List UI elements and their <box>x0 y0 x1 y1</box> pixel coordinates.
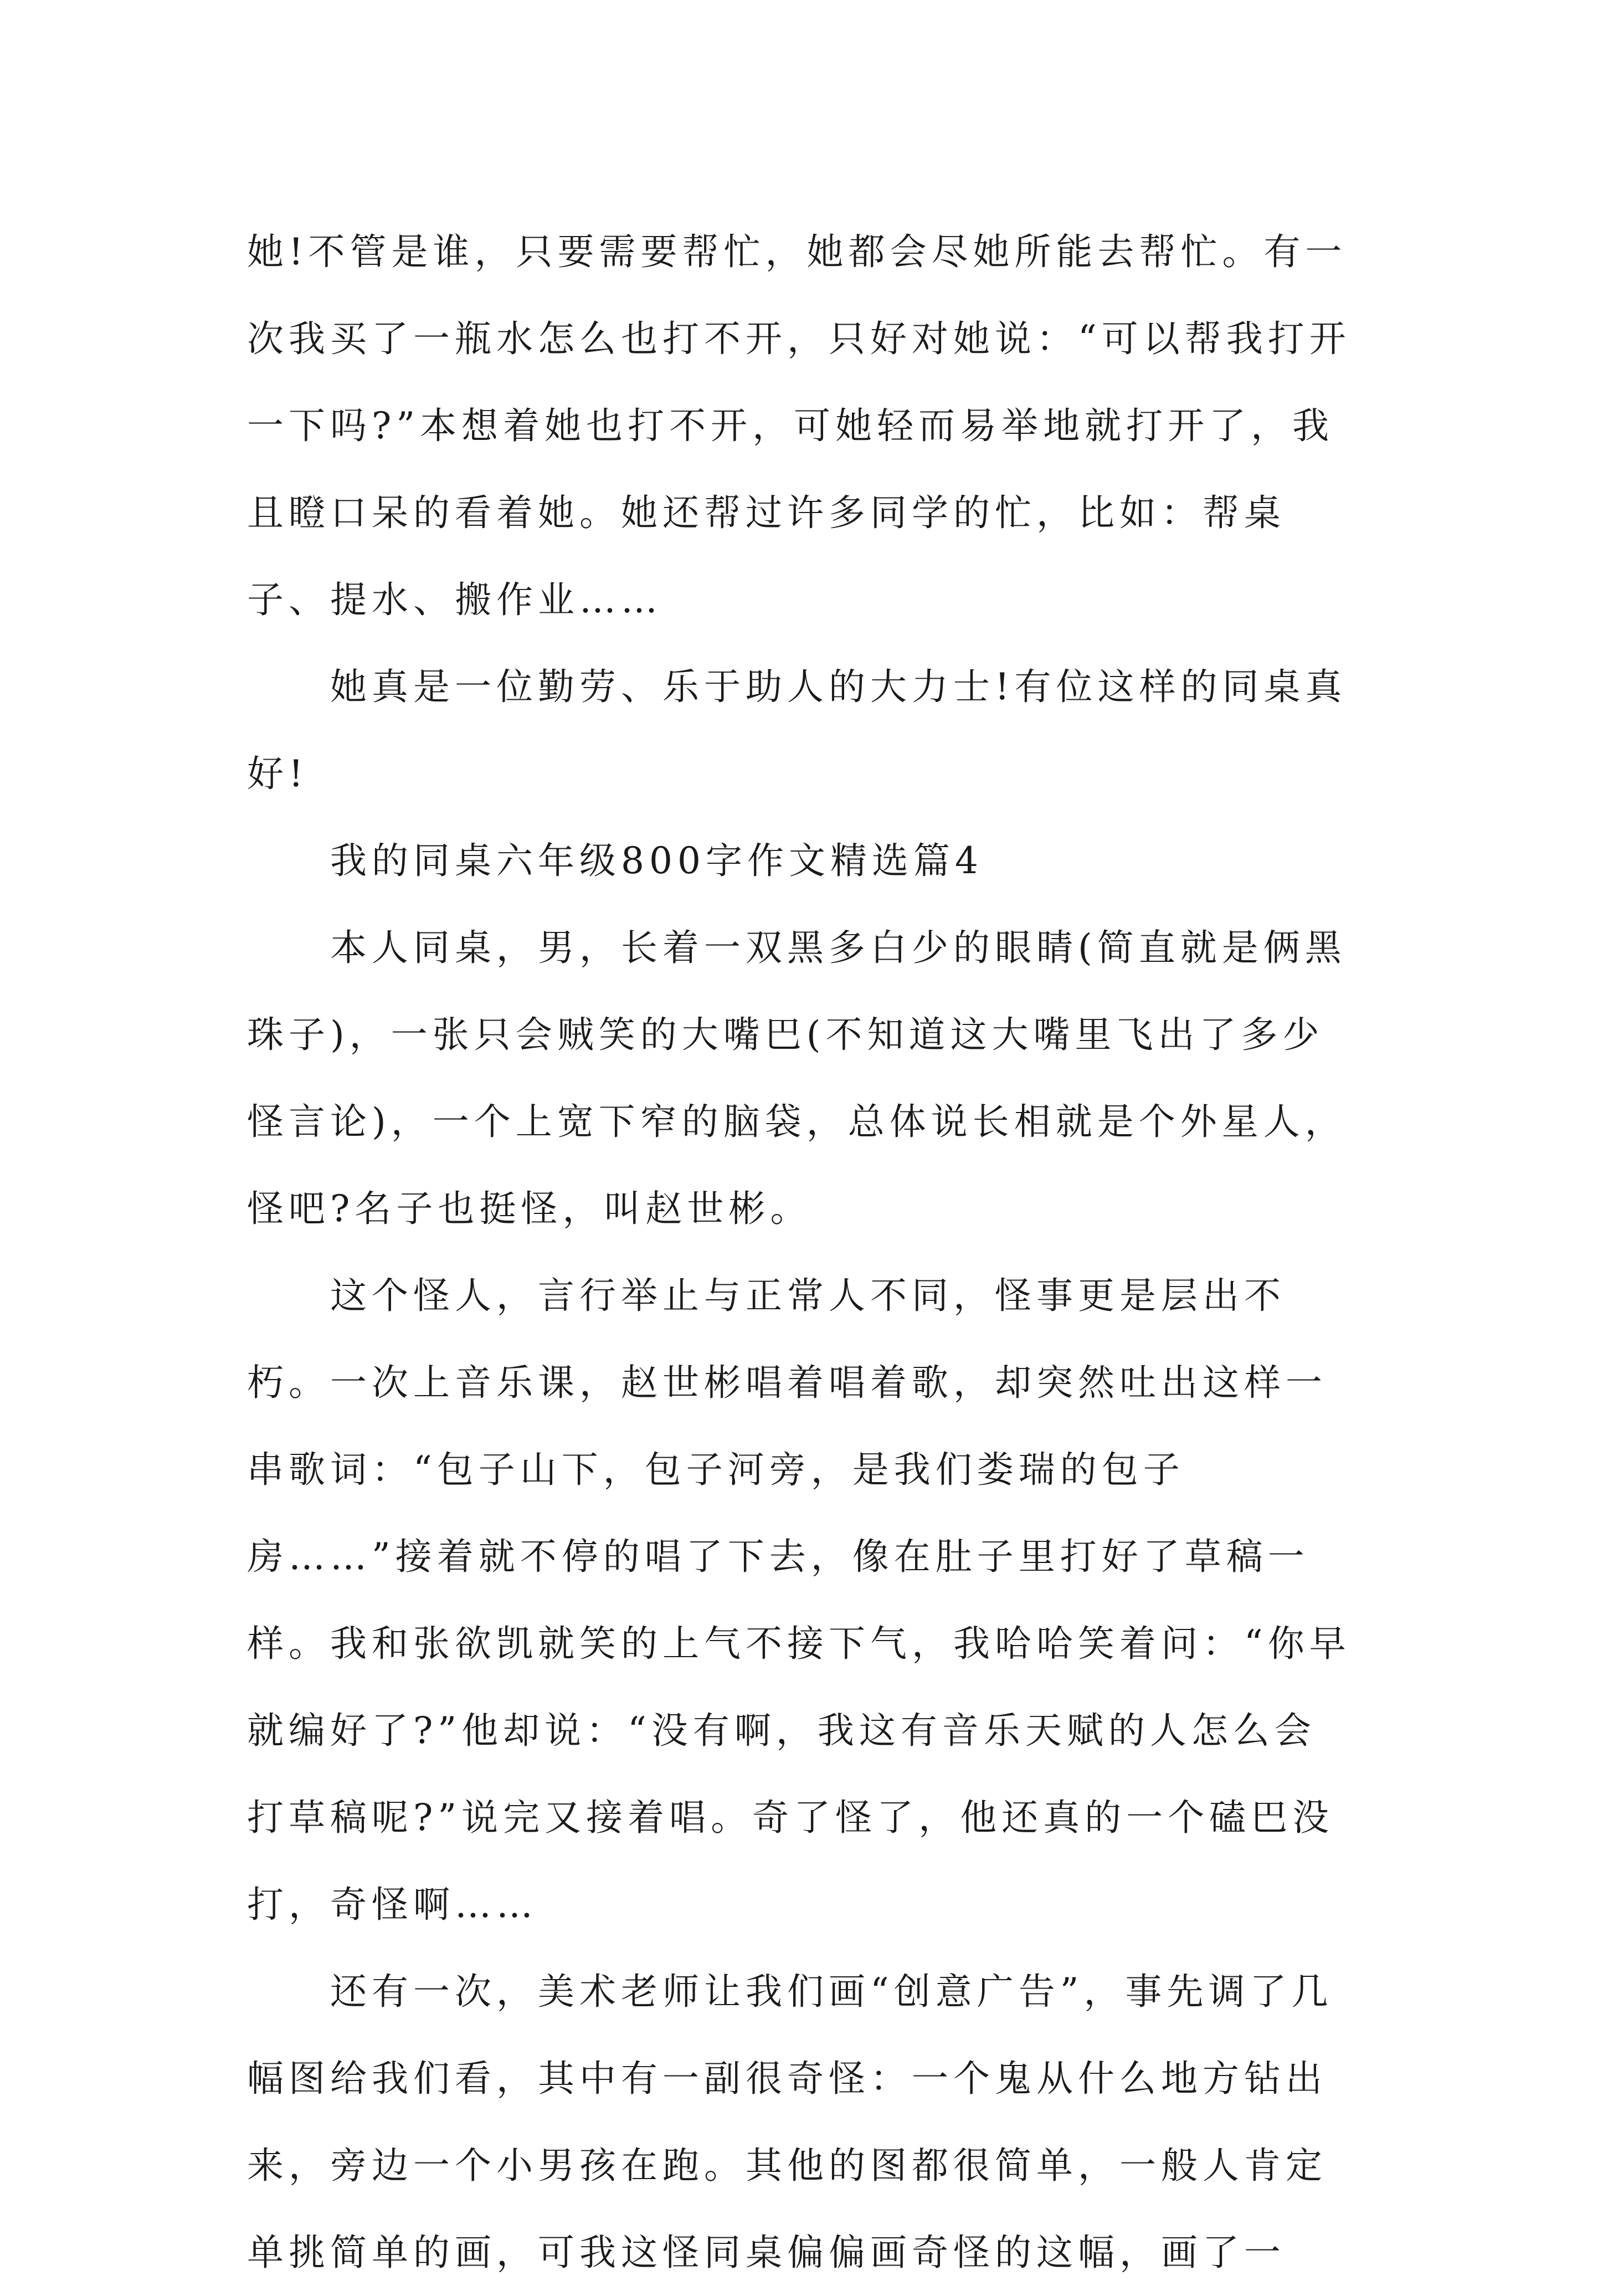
paragraph: 这个怪人，言行举止与正常人不同，怪事更是层出不朽。一次上音乐课，赵世彬唱着唱着歌，却突然吐出这样一串歌词：“包子山下，包子河旁，是我们娄瑞的包子房……”接着就不停的唱了下去，像在肚子里打好了草稿一样。我和张欲凯就笑的上气不接下气，我哈哈笑着问：“你早就编好了?”他却说：“没有啊，我这有音乐天赋的人怎么会打草稿呢?”说完又接着唱。奇了怪了，他还真的一个磕巴没打，奇怪啊…… <box>247 1274 1351 1926</box>
essay-body <box>247 208 1355 2296</box>
paragraph: 她真是一位勤劳、乐于助人的大力士!有位这样的同桌真好! <box>247 665 1347 795</box>
essay-title: 我的同桌六年级800字作文精选篇4 <box>330 839 983 882</box>
paragraph-continued: 她!不管是谁，只要需要帮忙，她都会尽她所能去帮忙。有一次我买了一瓶水怎么也打不开，只好对她说：“可以帮我打开一下吗?”本想着她也打不开，可她轻而易举地就打开了，我且瞪口呆的看着她。她还帮过许多同学的忙，比如：帮桌子、提水、搬作业…… <box>247 230 1351 621</box>
paragraph: 还有一次，美术老师让我们画“创意广告”，事先调了几幅图给我们看，其中有一副很奇怪：一个鬼从什么地方钻出来，旁边一个小男孩在跑。其他的图都很简单，一般人肯定单挑简单的画，可我这怪同桌偏偏画奇怪的这幅，画了一 <box>247 1970 1333 2274</box>
paragraph: 本人同桌，男，长着一双黑多白少的眼睛(简直就是俩黑珠子)，一张只会贼笑的大嘴巴(不知道这大嘴里飞出了多少怪言论)，一个上宽下窄的脑袋，总体说长相就是个外星人，怪吧?名子也挺怪，叫赵世彬。 <box>247 926 1347 1230</box>
